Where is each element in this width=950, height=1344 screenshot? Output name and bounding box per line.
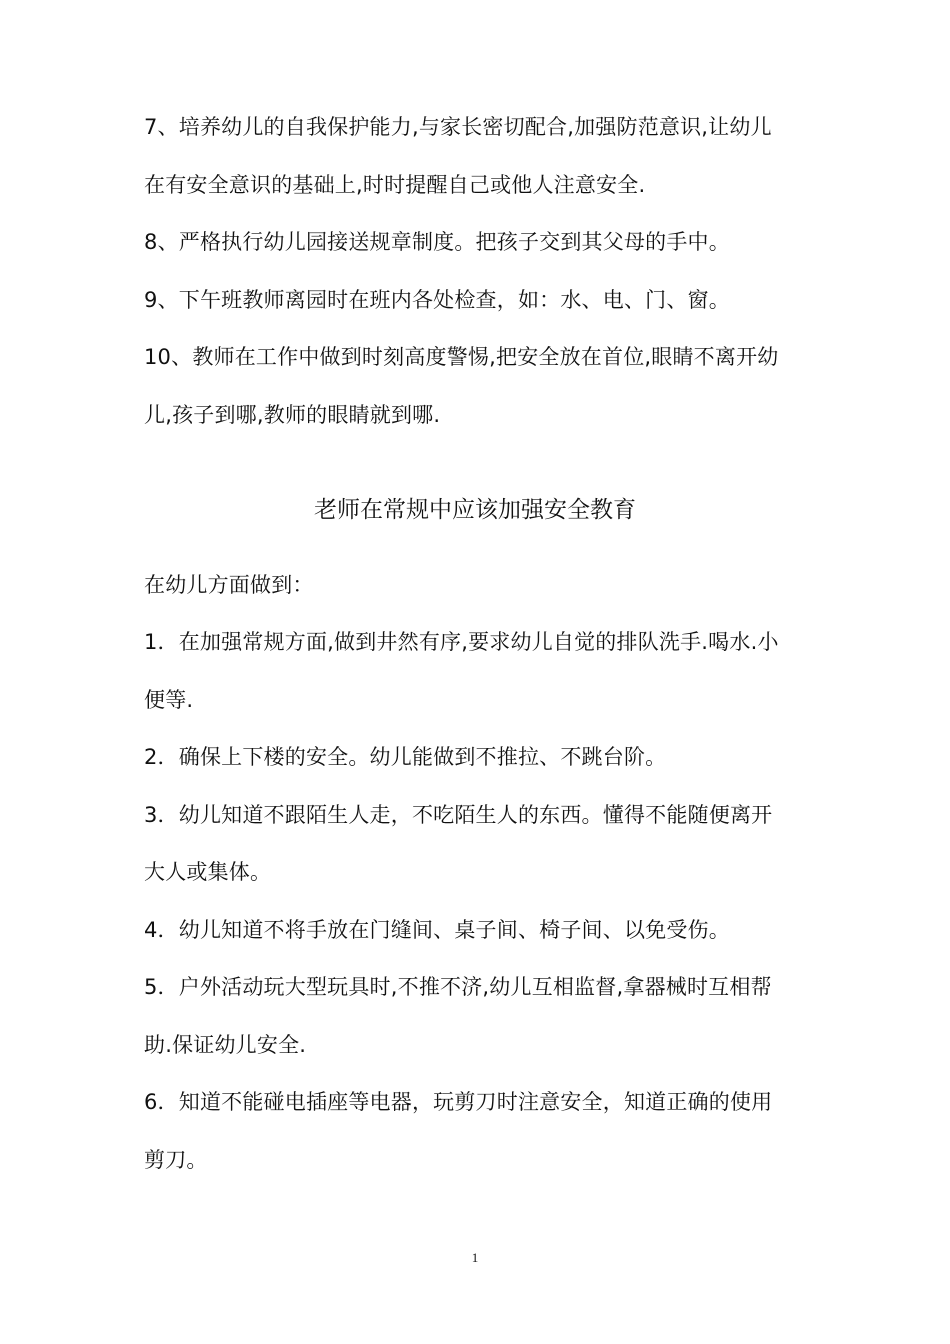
child-item-1-line-1: 1．在加强常规方面,做到井然有序,要求幼儿自觉的排队洗手.喝水.小 (144, 630, 779, 654)
item-10-line-2: 儿,孩子到哪,教师的眼睛就到哪. (144, 403, 441, 427)
item-7-line-2: 在有安全意识的基础上,时时提醒自己或他人注意安全. (144, 173, 646, 197)
page-number: 1 (471, 1250, 479, 1265)
child-item-6-line-2: 剪刀。 (144, 1148, 208, 1172)
intro-text: 在幼儿方面做到： (144, 573, 314, 597)
item-10-line-1: 10、教师在工作中做到时刻高度警惕,把安全放在首位,眼睛不离开幼 (144, 345, 779, 369)
item-7-line-1: 7、培养幼儿的自我保护能力,与家长密切配合,加强防范意识,让幼儿 (144, 115, 772, 139)
child-item-2-line-1: 2．确保上下楼的安全。幼儿能做到不推拉、不跳台阶。 (144, 745, 667, 769)
child-item-5-line-1: 5．户外活动玩大型玩具时,不推不济,幼儿互相监督,拿器械时互相帮 (144, 975, 772, 999)
child-item-3-line-2: 大人或集体。 (144, 860, 272, 884)
child-item-6-line-1: 6．知道不能碰电插座等电器，玩剪刀时注意安全，知道正确的使用 (144, 1090, 773, 1114)
section-title: 老师在常规中应该加强安全教育 (314, 497, 636, 523)
item-8-line-1: 8、严格执行幼儿园接送规章制度。把孩子交到其父母的手中。 (144, 230, 730, 254)
item-9-line-1: 9、下午班教师离园时在班内各处检查，如：水、电、门、窗。 (144, 288, 730, 312)
child-item-5-line-2: 助.保证幼儿安全. (144, 1033, 307, 1057)
child-item-4-line-1: 4．幼儿知道不将手放在门缝间、桌子间、椅子间、以免受伤。 (144, 918, 730, 942)
child-item-1-line-2: 便等. (144, 688, 194, 712)
child-item-3-line-1: 3．幼儿知道不跟陌生人走，不吃陌生人的东西。懂得不能随便离开 (144, 803, 773, 827)
